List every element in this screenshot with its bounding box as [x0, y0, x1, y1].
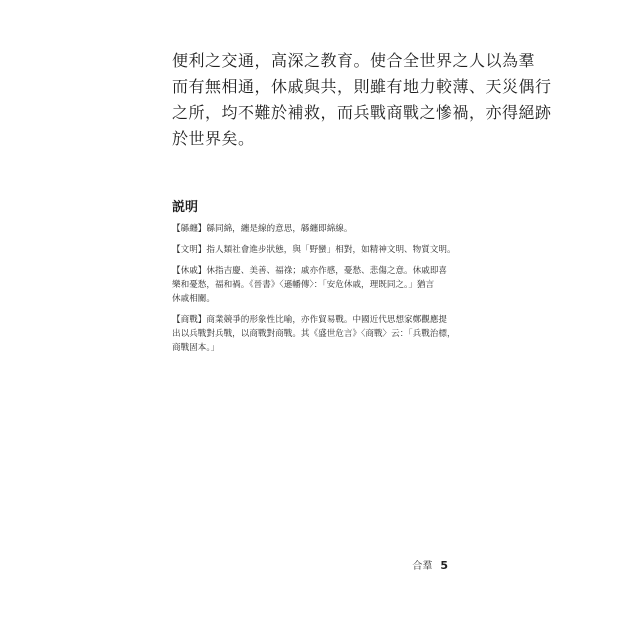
body-line: 便利之交通，高深之教育。使合全世界之人以為羣 [172, 51, 536, 70]
page-number: 5 [440, 559, 448, 572]
running-header-chapter: 合羣 [412, 561, 433, 572]
note-line: 商戰固本。」 [172, 343, 220, 353]
body-line: 之所，均不難於補救，而兵戰商戰之慘禍，亦得絕跡 [172, 103, 552, 122]
note-line: 出以兵戰對兵戰，以商戰對商戰。其《盛世危言》〈商戰〉云：「兵戰治標， [172, 329, 456, 339]
note-item [172, 222, 462, 236]
body-paragraph [172, 48, 552, 152]
note-line: 【商戰】商業競爭的形象性比喻，亦作貿易戰。中國近代思想家鄭觀應提 [172, 315, 448, 325]
note-item [172, 243, 462, 257]
notes-list [172, 222, 462, 362]
note-item [172, 313, 462, 355]
body-line: 而有無相通，休戚與共，則雖有地力較薄、天災偶行 [172, 77, 552, 96]
note-line: 【緜纏】緜同綿，纏是線的意思，緜纏即綿線。 [172, 224, 353, 234]
body-line: 於世界矣。 [172, 129, 255, 148]
note-line: 【文明】指人類社會進步狀態，與「野蠻」相對，如精神文明、物質文明。 [172, 245, 456, 255]
note-line: 休戚相關。 [172, 294, 215, 304]
note-line: 樂和憂愁，福和禍。《晉書》〈遜幡傳〉：「安危休戚，理既同之。」猶言 [172, 280, 435, 290]
section-title: 説明 [172, 200, 199, 215]
page-footer [412, 557, 448, 572]
note-item [172, 264, 462, 306]
note-line: 【休戚】休指吉慶、美善、福祿；戚亦作慼，憂愁、悲傷之意。休戚即喜 [172, 266, 448, 276]
